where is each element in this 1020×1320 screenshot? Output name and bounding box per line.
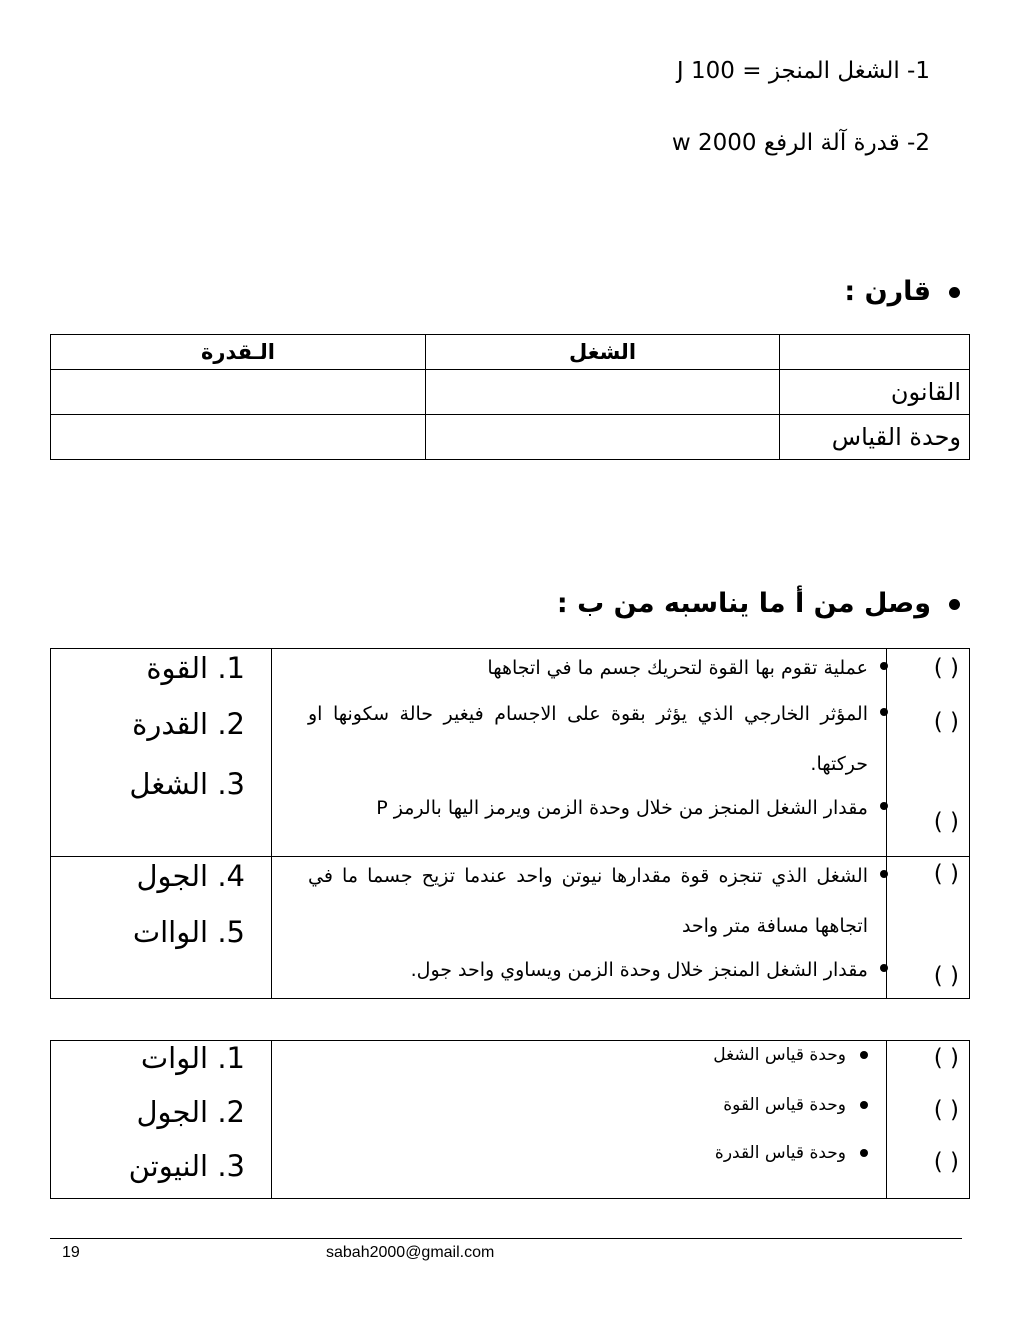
compare-table (50, 334, 970, 460)
footer-divider (50, 1238, 962, 1239)
match-statements-2 (272, 857, 887, 999)
match-block-1 (51, 649, 970, 857)
compare-header-empty (780, 335, 970, 370)
match-options-1 (51, 649, 272, 857)
match-options-3 (51, 1041, 272, 1199)
answer-column-3 (887, 1041, 970, 1199)
bullet-icon (949, 599, 960, 610)
statement-item: وحدة قياس الشغل (713, 1045, 868, 1065)
bullet-icon (860, 1149, 868, 1157)
compare-cell-work-law[interactable] (426, 370, 780, 415)
match-statements-3 (272, 1041, 887, 1199)
compare-cell-power-law[interactable] (51, 370, 426, 415)
answer-blank[interactable]: ( ) (933, 1149, 959, 1175)
option-item: 3. النيوتن (128, 1149, 245, 1183)
answer-blank[interactable]: ( ) (933, 1097, 959, 1123)
compare-row-label: القانون (780, 370, 970, 415)
statement-item: المؤثر الخارجي الذي يؤثر بقوة على الاجسام فيغير حالة سكونها او حركتها. (308, 689, 868, 789)
option-item: 1. الوات (140, 1041, 245, 1075)
option-item: 2. القدرة (132, 707, 245, 741)
option-item: 1. القوة (146, 651, 245, 685)
answer-column-1 (887, 649, 970, 857)
answer-blank[interactable]: ( ) (933, 1045, 959, 1071)
answer-blank[interactable]: ( ) (933, 709, 959, 735)
option-item: 4. الجول (136, 859, 245, 893)
footer-email: sabah2000@gmail.com (326, 1244, 495, 1261)
compare-header-power: الـقدرة (51, 335, 426, 370)
compare-header-row (51, 335, 970, 370)
compare-row-unit (51, 415, 970, 460)
match-block-2 (51, 857, 970, 999)
answer-line-1: 1- الشغل المنجز = 100 J (676, 58, 930, 84)
statement-item: وحدة قياس القدرة (715, 1143, 868, 1163)
match-options-2 (51, 857, 272, 999)
answer-column-2 (887, 857, 970, 999)
answer-line-2: 2- قدرة آلة الرفع 2000 w (671, 130, 930, 156)
bullet-icon (949, 287, 960, 298)
statement-item: مقدار الشغل المنجز من خلال وحدة الزمن ويرمز اليها بالرمز P (308, 783, 868, 833)
statement-item: الشغل الذي تنجزه قوة مقدارها نيوتن واحد عندما تزيح جسما ما في اتجاهها مسافة متر واحد (308, 851, 868, 951)
compare-cell-work-unit[interactable] (426, 415, 780, 460)
match-table-1 (50, 648, 970, 999)
compare-cell-power-unit[interactable] (51, 415, 426, 460)
compare-row-law (51, 370, 970, 415)
compare-header-work: الشغل (426, 335, 780, 370)
match-block-3 (51, 1041, 970, 1199)
statement-item: عملية تقوم بها القوة لتحريك جسم ما في اتجاهها (308, 643, 868, 693)
compare-heading: قارن : (844, 276, 960, 307)
statement-item: مقدار الشغل المنجز خلال وحدة الزمن ويساوي واحد جول. (308, 945, 868, 995)
bullet-icon (860, 1051, 868, 1059)
compare-row-label: وحدة القياس (780, 415, 970, 460)
page-number: 19 (62, 1244, 80, 1261)
match-statements-1 (272, 649, 887, 857)
option-item: 3. الشغل (129, 767, 245, 801)
match-heading: وصل من أ ما يناسبه من ب : (557, 588, 960, 619)
statement-item: وحدة قياس القوة (723, 1095, 868, 1115)
option-item: 2. الجول (136, 1095, 245, 1129)
match-table-2 (50, 1040, 970, 1199)
answer-blank[interactable]: ( ) (933, 655, 959, 681)
answer-blank[interactable]: ( ) (933, 809, 959, 835)
option-item: 5. الواات (132, 915, 245, 949)
answer-blank[interactable]: ( ) (933, 963, 959, 989)
bullet-icon (860, 1101, 868, 1109)
answer-blank[interactable]: ( ) (933, 861, 959, 887)
